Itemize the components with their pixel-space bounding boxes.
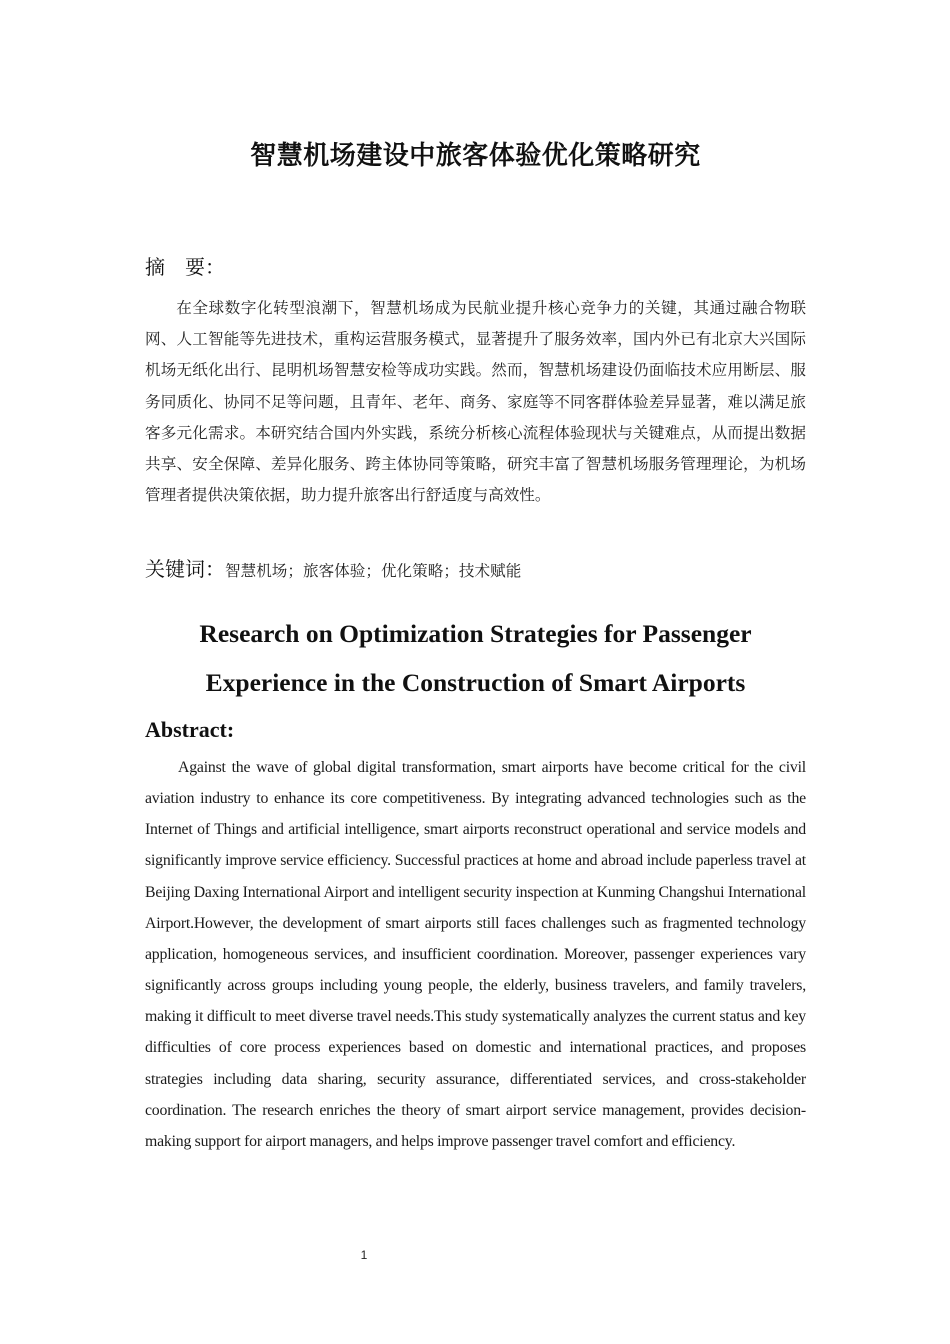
page-number: 1 [360, 1248, 368, 1262]
english-title-line-1: Research on Optimization Strategies for Passenger [199, 619, 752, 648]
chinese-abstract-label: 摘 要： [145, 255, 225, 279]
english-abstract-label: Abstract: [145, 717, 235, 742]
chinese-abstract-body: 在全球数字化转型浪潮下，智慧机场成为民航业提升核心竞争力的关键，其通过融合物联网、人工智能等先进技术，重构运营服务模式，显著提升了服务效率，国内外已有北京大兴国际机场无纸化出行、昆明机场智慧安检等成功实践。然而，智慧机场建设仍面临技术应用断层、服务同质化、协同不足等问题，且青年、老年、商务、家庭等不同客群体验差异显著，难以满足旅客多元化需求。本研究结合国内外实践，系统分析核心流程体验现状与关键难点，从而提出数据共享、安全保障、差异化服务、跨主体协同等策略，研究丰富了智慧机场服务管理理论，为机场管理者提供决策依据，助力提升旅客出行舒适度与高效性。 [145, 299, 806, 505]
chinese-keywords-text: 智慧机场；旅客体验；优化策略；技术赋能 [225, 562, 522, 580]
english-title-line-2: Experience in the Construction of Smart Airports [205, 668, 746, 697]
chinese-keywords-label: 关键词： [145, 557, 225, 581]
chinese-title: 智慧机场建设中旅客体验优化策略研究 [250, 141, 701, 171]
chinese-keywords [145, 553, 806, 587]
english-abstract-body: Against the wave of global digital transformation, smart airports have become critical for the civil aviation industry to enhance its core competitiveness. By integrating advanced technologies such as the Internet of Things and artificial intelligence, smart airports reconstruct operational and service models and significantly improve service efficiency. Successful practices at home and abroad include paperless travel at Beijing Daxing International Airport and intelligent security inspection at Kunming Changshui International Airport.However, the development of smart airports still faces challenges such as fragmented technology application, homogeneous services, and insufficient coordination. Moreover, passenger experiences vary significantly across groups including young people, the elderly, business travelers, and family travelers, making it difficult to meet diverse travel needs.This study systematically analyzes the current status and key difficulties of core process experiences based on domestic and international practices, and proposes strategies including data sharing, security assurance, differentiated services, and cross-stakeholder coordination. The research enriches the theory of smart airport service management, provides decision-making support for airport managers, and helps improve passenger travel comfort and efficiency. [145, 759, 806, 1150]
english-title [145, 609, 806, 707]
